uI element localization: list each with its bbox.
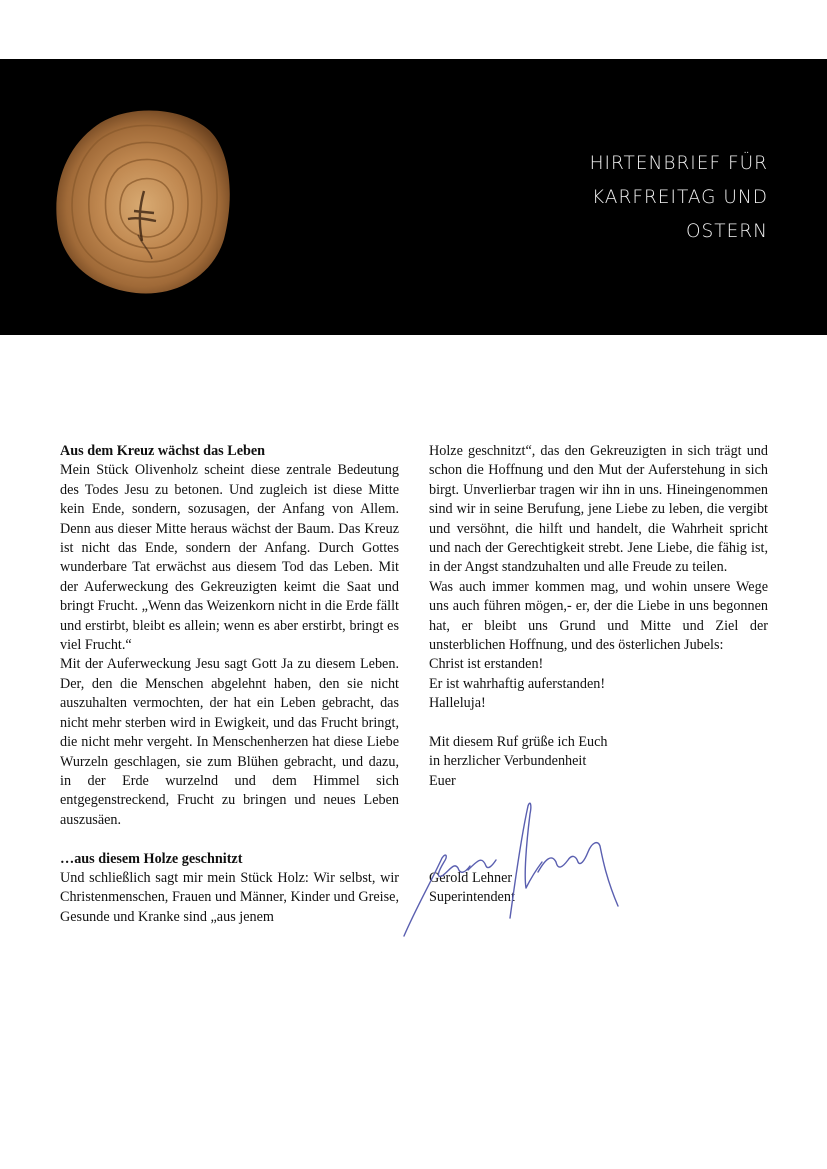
exclamation-line: Halleluja! bbox=[429, 695, 486, 712]
paragraph: Und schließlich sagt mir mein Stück Holz: Wir selbst, wir Christenmenschen, Frauen und Männer, Kinder und Greise, Gesunde und Kranke sind „aus jenem bbox=[60, 869, 399, 925]
section-heading: Aus dem Kreuz wächst das Leben bbox=[60, 443, 266, 459]
paragraph: Holze geschnitzt“, das den Gekreuzigten in sich trägt und schon die Hoffnung und den Mut der Auferstehung in sich birgt. Unverlierbar tragen wir ihn in uns. Hineingenommen sind wir in seine Berufung, jene Liebe zu leben, die vergibt und versöhnt, die hilft und handelt, die Wahrheit spricht und nach der Gerechtigkeit strebt. Jene Liebe, die fähig ist, in der Angst standzuhalten und alle Freude zu teilen. bbox=[429, 443, 768, 576]
signatory-role: Superintendent bbox=[429, 889, 515, 906]
closing-line: in herzlicher Verbundenheit bbox=[429, 753, 587, 770]
exclamation-line: Christ ist erstanden! bbox=[429, 656, 544, 673]
closing-line: Euer bbox=[429, 772, 456, 789]
closing-line: Mit diesem Ruf grüße ich Euch bbox=[429, 734, 608, 751]
exclamation-line: Er ist wahrhaftig auferstanden! bbox=[429, 675, 606, 692]
section-heading: …aus diesem Holze geschnitzt bbox=[60, 850, 243, 867]
page-title: HIRTENBRIEF FÜR KARFREITAG UND OSTERN bbox=[589, 153, 768, 242]
paragraph: Mit der Auferweckung Jesu sagt Gott Ja zu diesem Leben. Der, den die Menschen abgelehnt haben, den sie nicht auszuhalten vermochten, der hat ein Leben gebracht, das nicht mehr sterben wird in Ewigkeit, und das Frucht bringt, die nicht mehr vergeht. In Menschenherzen hat diese Liebe Wurzeln geschlagen, sie zum Blühen gebracht, und dazu, in der Erde wurzelnd und dem Himmel sich entgegenstreckend, Frucht zu bringen und neues Leben auszusäen. bbox=[60, 656, 399, 828]
paragraph: Mein Stück Olivenholz scheint diese zentrale Bedeutung des Todes Jesu zu betonen. Und zugleich ist diese Mitte kein Ende, sondern, sozusagen, der Anfang von Allem. Denn aus dieser Mitte heraus wächst der Baum. Das Kreuz ist nicht das Ende, sondern der Anfang. Durch Gottes wunderbare Tat erwächst aus diesem Tod das Leben. Mit der Auferweckung des Gekreuzigten keimt die Saat und bringt Frucht. „Wenn das Weizenkorn nicht in die Erde fällt und erstirbt, bleibt es allein; wenn es aber erstirbt, bringt es viel Frucht.“ bbox=[60, 462, 399, 654]
header-banner bbox=[0, 59, 827, 335]
paragraph: Was auch immer kommen mag, und wohin unsere Wege uns auch führen mögen,- er, der die Liebe in uns begonnen hat, er bleibt uns Grund und Mitte und Ziel der unsterblichen Hoffnung, und des österlichen Jubels: bbox=[429, 578, 768, 654]
olive-wood-slice-icon bbox=[52, 101, 234, 297]
right-column bbox=[429, 442, 768, 908]
left-column bbox=[60, 442, 399, 927]
signatory-name: Gerold Lehner bbox=[429, 869, 513, 886]
